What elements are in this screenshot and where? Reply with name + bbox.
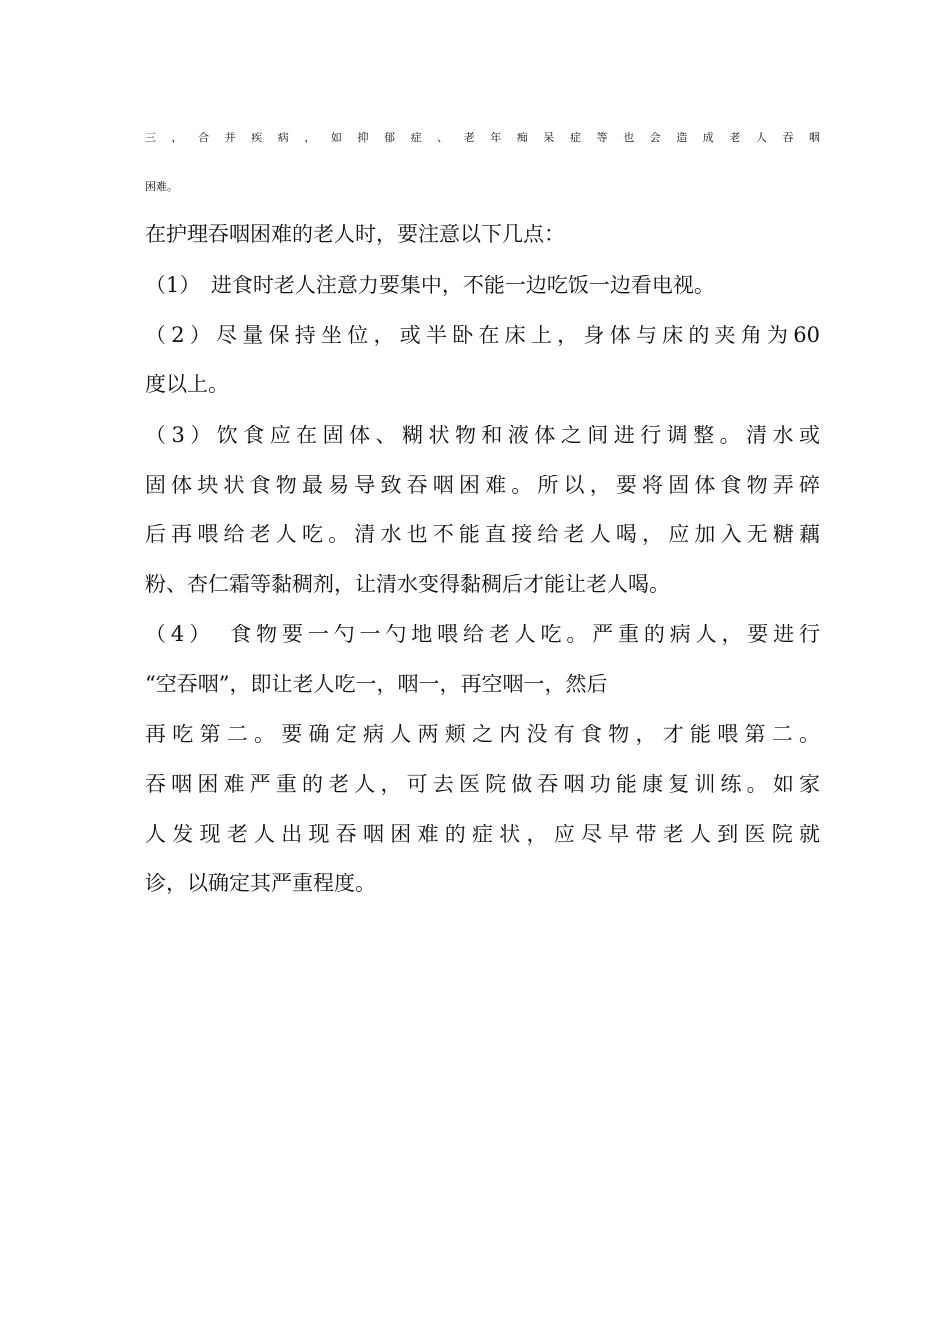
point-4-line-3: 再吃第二。要确定病人两颊之内没有食物，才能喂第二。 bbox=[145, 724, 820, 745]
point-3-line-1: （3）饮食应在固体、糊状物和液体之间进行调整。清水或 bbox=[145, 425, 820, 446]
point-3-line-3: 后再喂给老人吃。清水也不能直接给老人喝，应加入无糖藕 bbox=[145, 524, 820, 545]
point-2-line-1: （2）尽量保持坐位，或半卧在床上，身体与床的夹角为60 bbox=[145, 325, 820, 346]
point-2-line-2: 度以上。 bbox=[145, 374, 229, 395]
point-3-line-2: 固体块状食物最易导致吞咽困难。所以，要将固体食物弄碎 bbox=[145, 475, 820, 496]
point-3-line-4: 粉、杏仁霜等黏稠剂，让清水变得黏稠后才能让老人喝。 bbox=[145, 574, 670, 595]
point-1-line-1: （1） 进食时老人注意力要集中，不能一边吃饭一边看电视。 bbox=[145, 275, 715, 296]
point-4-line-2: “空吞咽”，即让老人吃一，咽一，再空咽一，然后 bbox=[145, 674, 608, 695]
text-line-1: 三，合并疾病，如抑郁症、老年痴呆症等也会造成老人吞咽 bbox=[145, 132, 820, 143]
intro-line: 在护理吞咽困难的老人时，要注意以下几点： bbox=[145, 224, 565, 245]
point-4-line-6: 诊，以确定其严重程度。 bbox=[145, 873, 376, 894]
text-line-2: 困难。 bbox=[145, 181, 178, 192]
point-4-line-5: 人发现老人出现吞咽困难的症状，应尽早带老人到医院就 bbox=[145, 824, 820, 845]
point-4-line-4: 吞咽困难严重的老人，可去医院做吞咽功能康复训练。如家 bbox=[145, 774, 820, 795]
point-4-line-1: （4） 食物要一勺一勺地喂给老人吃。严重的病人，要进行 bbox=[145, 624, 820, 645]
